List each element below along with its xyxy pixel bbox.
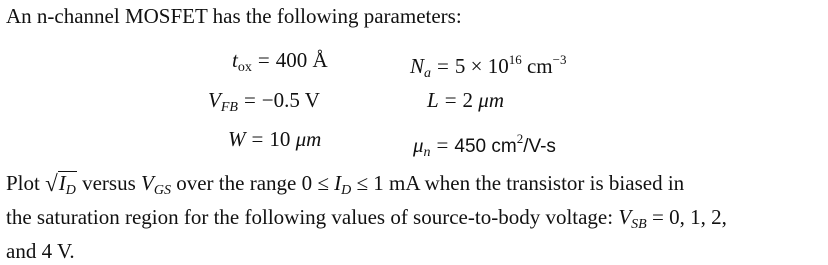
mun-value: 450 cm bbox=[454, 136, 517, 157]
na-exponent: 16 bbox=[508, 52, 522, 67]
vgs-subscript: GS bbox=[153, 183, 171, 198]
vgs-symbol: V bbox=[141, 171, 154, 195]
na-subscript: a bbox=[424, 66, 432, 81]
problem-statement bbox=[6, 170, 824, 265]
mun-symbol: μ bbox=[413, 133, 424, 157]
problem-line-1 bbox=[6, 170, 824, 204]
intro-text: An n-channel MOSFET has the following parameters: bbox=[6, 4, 462, 28]
sqrt-radicand bbox=[58, 171, 77, 202]
sqrt-id-symbol: I bbox=[58, 171, 66, 195]
l-unit: μm bbox=[478, 88, 504, 112]
param-l bbox=[427, 87, 504, 113]
problem-text: ≤ 1 mA when the transistor is biased in bbox=[351, 171, 685, 195]
w-unit: μm bbox=[295, 127, 322, 151]
l-symbol: L bbox=[427, 88, 439, 112]
vfb-equals: = bbox=[243, 88, 256, 112]
mun-subscript: n bbox=[423, 145, 431, 160]
problem-text: the saturation region for the following values of source-to-body voltage: bbox=[6, 205, 619, 229]
vfb-value: −0.5 V bbox=[261, 88, 320, 112]
problem-line-3: and 4 V. bbox=[6, 239, 75, 263]
vfb-symbol: V bbox=[208, 88, 221, 112]
na-symbol: N bbox=[410, 54, 425, 78]
na-value: 5 × 10 bbox=[454, 54, 509, 78]
vsb-symbol: V bbox=[618, 205, 632, 229]
param-w bbox=[228, 126, 321, 152]
problem-text: versus bbox=[76, 171, 142, 195]
problem-text: over the range 0 ≤ bbox=[170, 171, 335, 195]
sqrt-id-expression bbox=[45, 170, 77, 202]
na-equals: = bbox=[437, 54, 449, 78]
vfb-subscript: FB bbox=[220, 100, 238, 115]
l-value: 2 bbox=[462, 88, 479, 112]
param-mun bbox=[413, 126, 556, 166]
mun-unit-tail: /V-s bbox=[523, 136, 556, 157]
w-symbol: W bbox=[228, 127, 246, 151]
mun-equals: = bbox=[436, 133, 449, 157]
na-unit: cm bbox=[521, 54, 553, 78]
w-equals: = bbox=[251, 127, 264, 151]
na-unit-exponent: −3 bbox=[552, 52, 567, 67]
l-equals: = bbox=[444, 88, 457, 112]
vsb-subscript: SB bbox=[631, 217, 647, 232]
problem-text: = 0, 1, 2, bbox=[646, 205, 727, 229]
mun-exponent: 2 bbox=[516, 131, 524, 146]
tox-equals: = bbox=[257, 48, 270, 72]
sqrt-id-subscript: D bbox=[65, 183, 76, 198]
problem-line-2 bbox=[6, 204, 824, 238]
param-vfb bbox=[208, 87, 320, 121]
id-subscript: D bbox=[341, 183, 352, 198]
param-tox bbox=[232, 47, 328, 81]
id-symbol: I bbox=[334, 171, 342, 195]
w-value: 10 bbox=[269, 127, 296, 151]
tox-subscript: ox bbox=[237, 60, 252, 75]
problem-text: Plot bbox=[6, 171, 46, 195]
param-na bbox=[410, 47, 566, 87]
tox-symbol: t bbox=[232, 48, 238, 72]
sqrt-radical-icon: √ bbox=[45, 171, 58, 196]
tox-value: 400 Å bbox=[275, 48, 328, 72]
